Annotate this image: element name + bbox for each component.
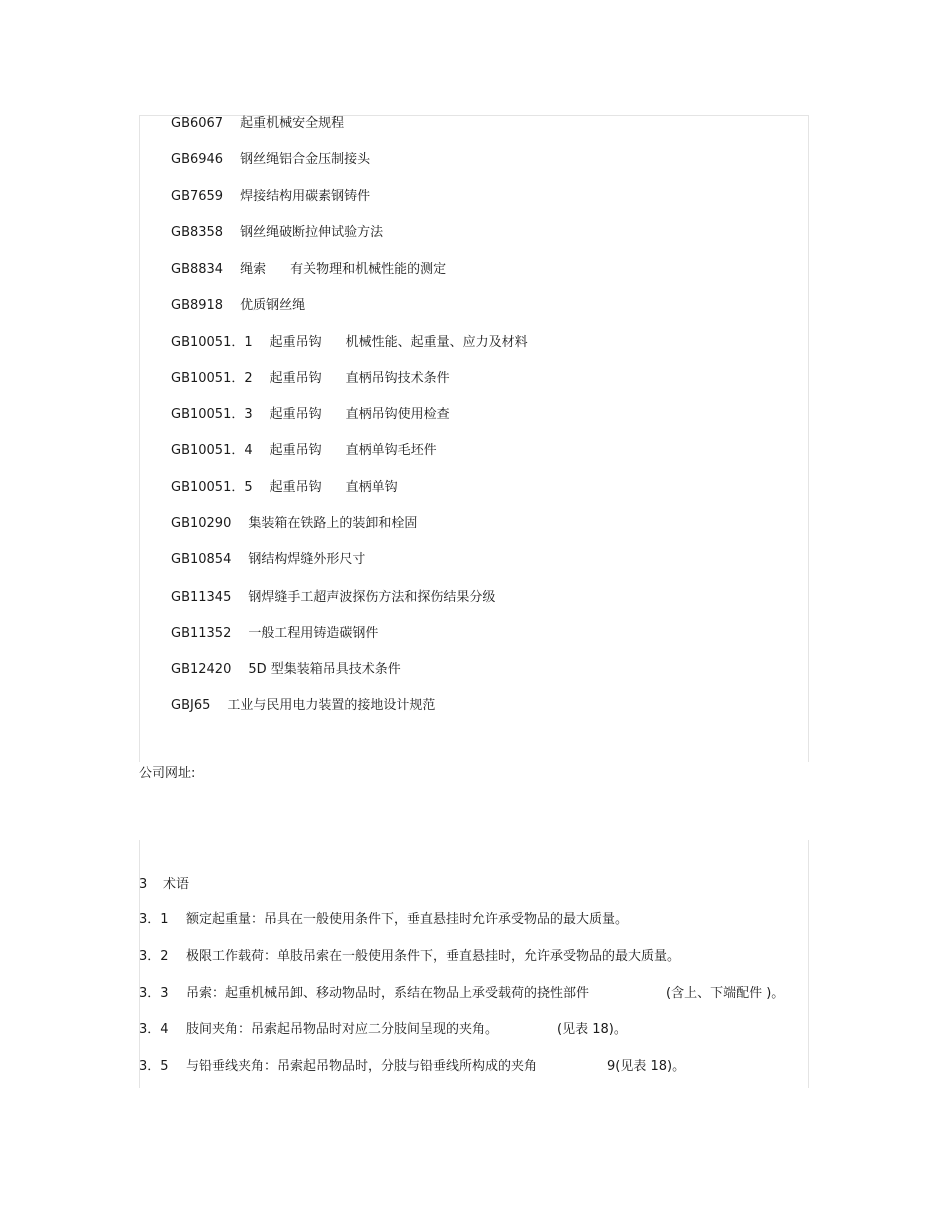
term-number: 3．3 bbox=[139, 986, 169, 1001]
standard-title: 一般工程用铸造碳钢件 bbox=[248, 626, 379, 641]
standard-title: 起重机械安全规程 bbox=[240, 116, 345, 131]
term-note: (含上、下端配件 )。 bbox=[666, 986, 785, 1001]
section-heading bbox=[139, 877, 189, 893]
term-text: 极限工作载荷：单肢吊索在一般使用条件下，垂直悬挂时，允许承受物品的最大质量。 bbox=[186, 949, 681, 964]
standard-code: GB8918 bbox=[171, 298, 224, 313]
standard-code: GB6067 bbox=[171, 116, 224, 131]
term-item bbox=[139, 949, 680, 965]
standard-title: 钢结构焊缝外形尺寸 bbox=[248, 552, 366, 567]
standard-item bbox=[171, 590, 495, 606]
standard-code: GB10051．1 bbox=[171, 335, 253, 350]
standard-subtitle: 直柄单钩毛坯件 bbox=[345, 443, 437, 458]
term-text: 吊索：起重机械吊卸、移动物品时，系结在物品上承受载荷的挠性部件 bbox=[186, 986, 590, 1001]
standard-title: 优质钢丝绳 bbox=[240, 298, 306, 313]
standard-item bbox=[171, 371, 450, 387]
standard-item bbox=[171, 152, 370, 168]
standard-title: 绳索 bbox=[240, 262, 267, 277]
term-note: 9(见表 18)。 bbox=[607, 1059, 686, 1074]
standard-item bbox=[171, 298, 305, 314]
standard-item bbox=[171, 116, 344, 132]
standard-title: 焊接结构用碳素钢铸件 bbox=[240, 189, 371, 204]
term-note: (见表 18)。 bbox=[557, 1022, 627, 1037]
standard-item bbox=[171, 262, 446, 278]
term-item bbox=[139, 1022, 498, 1038]
standard-item bbox=[171, 225, 383, 241]
standard-subtitle: 机械性能、起重量、应力及材料 bbox=[345, 335, 528, 350]
standard-title: 钢丝绳铝合金压制接头 bbox=[240, 152, 371, 167]
standard-title: 起重吊钩 bbox=[269, 407, 322, 422]
standard-title: 钢丝绳破断拉伸试验方法 bbox=[240, 225, 384, 240]
standard-item bbox=[171, 480, 398, 496]
standard-code: GB10854 bbox=[171, 552, 232, 567]
term-text: 额定起重量：吊具在一般使用条件下，垂直悬挂时允许承受物品的最大质量。 bbox=[186, 912, 629, 927]
standard-item bbox=[171, 626, 378, 642]
standard-item bbox=[171, 662, 401, 678]
term-item bbox=[139, 1059, 537, 1075]
standard-code: GB10051．2 bbox=[171, 371, 253, 386]
standard-item bbox=[171, 407, 450, 423]
standard-item bbox=[171, 443, 437, 459]
standard-title: 起重吊钩 bbox=[269, 371, 322, 386]
standard-item bbox=[171, 552, 365, 568]
term-text: 与铅垂线夹角：吊索起吊物品时，分肢与铅垂线所构成的夹角 bbox=[186, 1059, 538, 1074]
standard-code: GB10051．3 bbox=[171, 407, 253, 422]
standard-item bbox=[171, 335, 528, 351]
standard-code: GB12420 bbox=[171, 662, 232, 677]
standard-subtitle: 直柄吊钩技术条件 bbox=[345, 371, 450, 386]
standard-title: 集装箱在铁路上的装卸和栓固 bbox=[248, 516, 418, 531]
standard-code: GB8358 bbox=[171, 225, 224, 240]
standard-code: GB10051．4 bbox=[171, 443, 253, 458]
term-item bbox=[139, 986, 589, 1002]
standard-code: GB10290 bbox=[171, 516, 232, 531]
standard-title: 钢焊缝手工超声波探伤方法和探伤结果分级 bbox=[248, 590, 496, 605]
standard-title: 起重吊钩 bbox=[269, 443, 322, 458]
standard-item bbox=[171, 189, 370, 205]
standard-title: 工业与民用电力装置的接地设计规范 bbox=[227, 698, 436, 713]
standard-code: GB7659 bbox=[171, 189, 224, 204]
company-url-label: 公司网址: bbox=[139, 766, 196, 781]
standard-subtitle: 直柄单钩 bbox=[345, 480, 398, 495]
standard-code: GB11352 bbox=[171, 626, 232, 641]
standard-code: GB8834 bbox=[171, 262, 224, 277]
standard-subtitle: 直柄吊钩使用检查 bbox=[345, 407, 450, 422]
section-title: 术语 bbox=[163, 877, 190, 892]
standard-code: GBJ65 bbox=[171, 698, 211, 713]
term-item bbox=[139, 912, 628, 928]
standard-code: GB11345 bbox=[171, 590, 232, 605]
standard-item bbox=[171, 698, 435, 714]
standard-title: 起重吊钩 bbox=[269, 480, 322, 495]
term-text: 肢间夹角：吊索起吊物品时对应二分肢间呈现的夹角。 bbox=[186, 1022, 499, 1037]
term-number: 3．2 bbox=[139, 949, 169, 964]
standard-item bbox=[171, 516, 417, 532]
term-number: 3．4 bbox=[139, 1022, 169, 1037]
section-number: 3 bbox=[139, 877, 148, 892]
term-number: 3．5 bbox=[139, 1059, 169, 1074]
standard-subtitle: 有关物理和机械性能的测定 bbox=[290, 262, 447, 277]
term-number: 3．1 bbox=[139, 912, 169, 927]
standard-title: 起重吊钩 bbox=[269, 335, 322, 350]
standard-code: GB10051．5 bbox=[171, 480, 253, 495]
standard-code: GB6946 bbox=[171, 152, 224, 167]
standard-title: 5D 型集装箱吊具技术条件 bbox=[248, 662, 401, 677]
